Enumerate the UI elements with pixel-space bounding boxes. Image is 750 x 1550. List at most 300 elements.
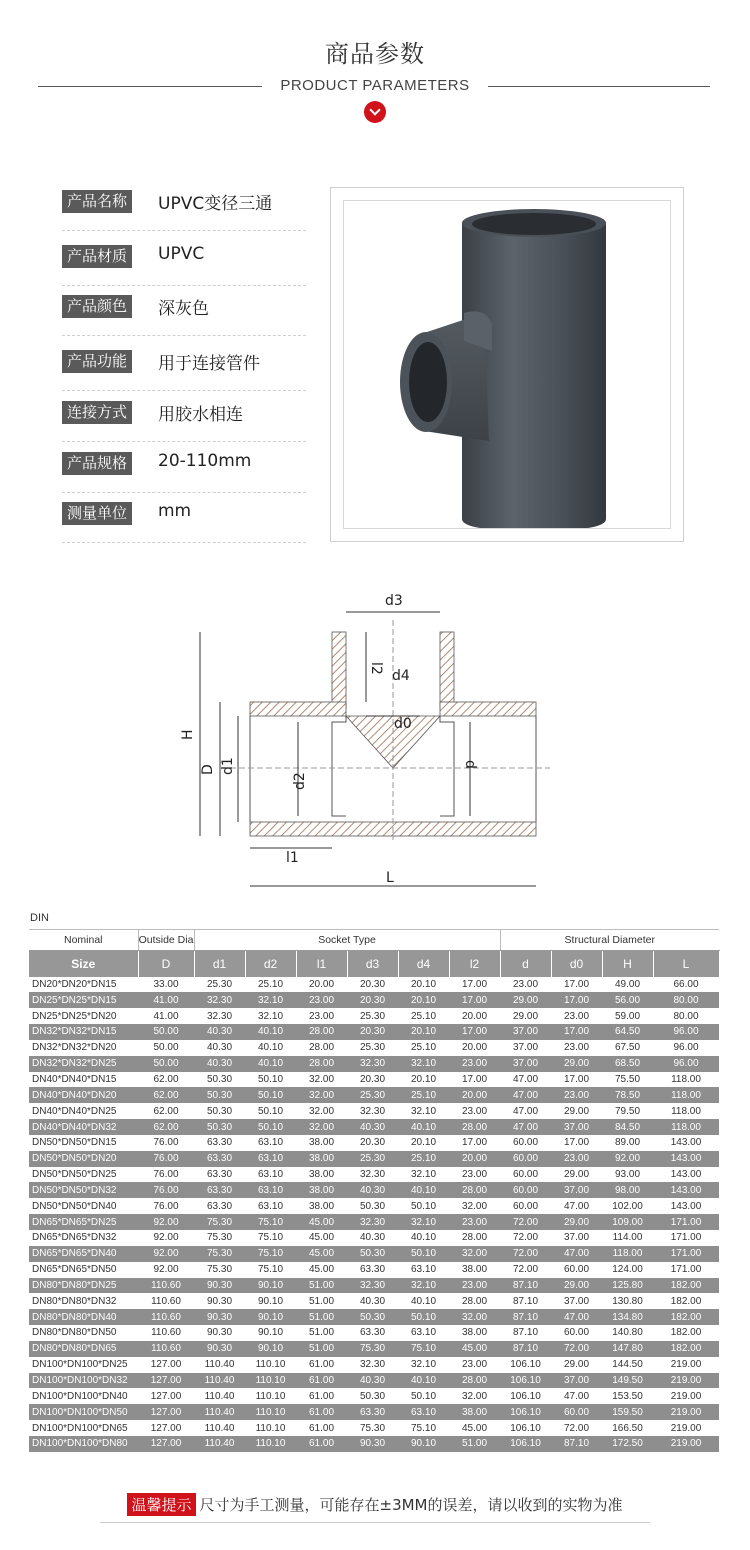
table-cell: 125.80 xyxy=(602,1278,653,1294)
table-cell: 110.10 xyxy=(255,1422,286,1434)
table-cell: 63.10 xyxy=(398,1404,449,1420)
table-row xyxy=(29,1056,719,1072)
param-row xyxy=(62,341,306,391)
table-cell: 219.00 xyxy=(670,1359,702,1371)
table-cell: 63.30 xyxy=(206,1169,233,1181)
table-cell: 118.00 xyxy=(671,1073,701,1085)
table-row xyxy=(29,1151,719,1167)
table-cell: 32.10 xyxy=(245,992,296,1008)
table-cell: 47.00 xyxy=(551,1309,602,1325)
table-row xyxy=(29,1198,719,1214)
table-cell: 32.30 xyxy=(206,1010,233,1022)
table-cell: 60.00 xyxy=(551,1404,602,1420)
table-cell: 40.10 xyxy=(257,1042,284,1054)
table-cell: 20.30 xyxy=(359,1073,386,1085)
table-cell: 32.10 xyxy=(398,1214,449,1230)
table-cell: 109.00 xyxy=(602,1214,653,1230)
table-cell: DN100*DN100*DN32 xyxy=(29,1373,138,1389)
table-cell: 106.10 xyxy=(510,1390,541,1402)
table-cell: 90.10 xyxy=(257,1327,284,1339)
table-cell: 40.10 xyxy=(245,1056,296,1072)
table-cell: 23.00 xyxy=(449,1056,500,1072)
table-cell: 32.30 xyxy=(347,1278,398,1294)
table-cell: 20.00 xyxy=(449,1087,500,1103)
table-cell: 93.00 xyxy=(614,1169,641,1181)
table-cell: 90.30 xyxy=(206,1295,233,1307)
table-cell: 50.30 xyxy=(194,1087,245,1103)
table-cell: 20.10 xyxy=(398,992,449,1008)
table-cell: 29.00 xyxy=(512,1010,539,1022)
table-cell: 182.00 xyxy=(653,1341,719,1357)
table-cell: 20.10 xyxy=(410,1073,437,1085)
table-cell: 127.00 xyxy=(150,1359,182,1371)
table-cell: 75.30 xyxy=(206,1232,233,1244)
column-header: d3 xyxy=(347,951,398,977)
table-cell: 28.00 xyxy=(449,1119,500,1135)
table-cell: 50.10 xyxy=(245,1087,296,1103)
table-cell: 87.10 xyxy=(512,1295,539,1307)
table-cell: 75.30 xyxy=(347,1341,398,1357)
table-cell: 37.00 xyxy=(563,1232,590,1244)
standard-label: DIN xyxy=(30,912,49,924)
table-cell: 40.10 xyxy=(398,1182,449,1198)
param-label: 产品规格 xyxy=(62,452,132,475)
table-cell: 61.00 xyxy=(308,1359,335,1371)
table-cell: DN50*DN50*DN20 xyxy=(29,1151,138,1167)
table-cell: 51.00 xyxy=(308,1327,335,1339)
table-cell: 63.10 xyxy=(257,1169,284,1181)
table-cell: 62.00 xyxy=(138,1087,194,1103)
table-cell: 87.10 xyxy=(551,1436,602,1452)
table-cell: 23.00 xyxy=(296,992,347,1008)
table-cell: 32.00 xyxy=(308,1105,335,1117)
table-cell: 102.00 xyxy=(612,1200,643,1212)
table-cell: DN50*DN50*DN40 xyxy=(32,1200,117,1212)
param-label: 产品名称 xyxy=(62,190,132,213)
group-socket-type: Socket Type xyxy=(194,930,500,951)
table-cell: 84.50 xyxy=(602,1119,653,1135)
table-cell: 49.00 xyxy=(614,978,641,990)
table-cell: 50.30 xyxy=(347,1246,398,1262)
table-cell: 20.30 xyxy=(359,1137,386,1149)
table-cell: 63.30 xyxy=(194,1182,245,1198)
table-cell: 23.00 xyxy=(551,1151,602,1167)
table-cell: DN80*DN80*DN40 xyxy=(29,1309,138,1325)
table-cell: 50.30 xyxy=(206,1105,233,1117)
table-cell: 20.00 xyxy=(449,1151,500,1167)
table-cell: 72.00 xyxy=(563,1422,590,1434)
table-cell: DN65*DN65*DN25 xyxy=(29,1214,138,1230)
table-cell: DN100*DN100*DN65 xyxy=(32,1422,128,1434)
table-cell: 92.00 xyxy=(153,1232,179,1244)
table-cell: 59.00 xyxy=(614,1010,641,1022)
table-cell: DN32*DN32*DN20 xyxy=(32,1042,117,1054)
table-cell: 20.00 xyxy=(461,1010,488,1022)
table-cell: 110.60 xyxy=(138,1341,194,1357)
table-cell: 17.00 xyxy=(461,1137,488,1149)
table-cell: 75.10 xyxy=(257,1264,284,1276)
table-cell: 32.10 xyxy=(257,1010,284,1022)
table-cell: 23.00 xyxy=(461,1169,488,1181)
table-cell: 29.00 xyxy=(500,992,551,1008)
table-cell: 17.00 xyxy=(449,992,500,1008)
table-cell: 182.00 xyxy=(653,1309,719,1325)
table-cell: DN80*DN80*DN65 xyxy=(29,1341,138,1357)
table-cell: 72.00 xyxy=(500,1214,551,1230)
table-cell: 182.00 xyxy=(670,1327,702,1339)
table-cell: 50.10 xyxy=(410,1390,437,1402)
table-cell: 45.00 xyxy=(449,1341,500,1357)
table-cell: 28.00 xyxy=(296,1024,347,1040)
table-cell: 124.00 xyxy=(612,1264,643,1276)
column-header: D xyxy=(138,951,194,977)
tip-note xyxy=(0,1493,750,1516)
table-cell: 63.10 xyxy=(245,1151,296,1167)
table-cell: 28.00 xyxy=(296,1056,347,1072)
dim-label-d: d xyxy=(462,760,478,769)
table-cell: 25.10 xyxy=(410,1010,437,1022)
table-cell: 45.00 xyxy=(461,1422,488,1434)
table-row xyxy=(29,1293,719,1309)
table-cell: 17.00 xyxy=(461,978,488,990)
table-cell: 64.50 xyxy=(602,1024,653,1040)
table-cell: 37.00 xyxy=(551,1373,602,1389)
table-cell: 50.10 xyxy=(245,1119,296,1135)
table-cell: 23.00 xyxy=(512,978,539,990)
table-cell: 50.00 xyxy=(138,1024,194,1040)
table-cell: 50.00 xyxy=(138,1056,194,1072)
dim-label-D: D xyxy=(200,764,216,775)
table-cell: DN40*DN40*DN25 xyxy=(32,1105,117,1117)
table-cell: 110.10 xyxy=(245,1404,296,1420)
table-cell: 50.10 xyxy=(398,1309,449,1325)
table-cell: 32.30 xyxy=(347,1056,398,1072)
table-cell: 63.30 xyxy=(206,1137,233,1149)
table-cell: 29.00 xyxy=(551,1056,602,1072)
table-cell: 110.60 xyxy=(138,1278,194,1294)
table-cell: 37.00 xyxy=(551,1182,602,1198)
table-row xyxy=(29,1373,719,1389)
table-cell: 32.30 xyxy=(347,1214,398,1230)
column-header: d4 xyxy=(398,951,449,977)
dim-label-d3: d3 xyxy=(385,593,403,609)
table-cell: 118.00 xyxy=(653,1119,719,1135)
table-cell: 40.30 xyxy=(194,1024,245,1040)
table-cell: 87.10 xyxy=(500,1341,551,1357)
table-cell: 17.00 xyxy=(551,992,602,1008)
table-cell: 32.10 xyxy=(398,1056,449,1072)
table-cell: 171.00 xyxy=(670,1264,702,1276)
table-cell: 90.10 xyxy=(245,1309,296,1325)
table-cell: DN80*DN80*DN50 xyxy=(32,1327,117,1339)
table-cell: 75.30 xyxy=(206,1264,233,1276)
table-cell: 75.10 xyxy=(245,1246,296,1262)
param-row xyxy=(62,493,306,543)
table-cell: DN100*DN100*DN40 xyxy=(32,1390,128,1402)
table-cell: 80.00 xyxy=(673,1010,699,1022)
table-cell: 20.00 xyxy=(461,1042,488,1054)
table-cell: 17.00 xyxy=(563,1137,590,1149)
table-cell: 75.50 xyxy=(614,1073,641,1085)
table-cell: 32.00 xyxy=(449,1246,500,1262)
table-cell: 75.10 xyxy=(257,1232,284,1244)
table-cell: 72.00 xyxy=(551,1341,602,1357)
table-row xyxy=(29,1388,719,1404)
table-cell: 17.00 xyxy=(449,1024,500,1040)
table-cell: 90.30 xyxy=(194,1278,245,1294)
table-cell: 63.30 xyxy=(359,1264,386,1276)
table-cell: 130.80 xyxy=(612,1295,643,1307)
table-cell: 127.00 xyxy=(138,1436,194,1452)
table-cell: 143.00 xyxy=(653,1151,719,1167)
table-cell: 110.40 xyxy=(194,1373,245,1389)
table-cell: 20.30 xyxy=(347,992,398,1008)
table-cell: 40.10 xyxy=(410,1232,437,1244)
table-cell: 96.00 xyxy=(653,1056,719,1072)
table-cell: 90.10 xyxy=(245,1341,296,1357)
table-cell: 110.10 xyxy=(255,1390,286,1402)
table-cell: 172.50 xyxy=(602,1436,653,1452)
table-cell: 75.30 xyxy=(194,1214,245,1230)
param-value: 20-110mm xyxy=(158,451,252,471)
table-cell: 32.10 xyxy=(410,1105,437,1117)
table-cell: 62.00 xyxy=(153,1073,179,1085)
table-cell: 38.00 xyxy=(296,1151,347,1167)
table-cell: DN40*DN40*DN20 xyxy=(29,1087,138,1103)
table-cell: 51.00 xyxy=(308,1295,335,1307)
table-cell: DN65*DN65*DN40 xyxy=(29,1246,138,1262)
table-cell: 20.30 xyxy=(359,978,386,990)
table-cell: 60.00 xyxy=(500,1182,551,1198)
table-row xyxy=(29,977,719,993)
table-cell: 45.00 xyxy=(308,1264,335,1276)
table-row xyxy=(29,1214,719,1230)
column-header: d0 xyxy=(551,951,602,977)
table-cell: 60.00 xyxy=(563,1264,590,1276)
table-cell: 37.00 xyxy=(551,1119,602,1135)
table-cell: 72.00 xyxy=(512,1232,539,1244)
table-row xyxy=(29,1230,719,1246)
table-cell: DN32*DN32*DN15 xyxy=(29,1024,138,1040)
table-cell: 29.00 xyxy=(563,1169,590,1181)
tip-divider xyxy=(100,1522,650,1523)
table-cell: 29.00 xyxy=(551,1278,602,1294)
table-cell: 90.30 xyxy=(194,1341,245,1357)
table-cell: 76.00 xyxy=(153,1137,179,1149)
table-cell: 40.10 xyxy=(398,1373,449,1389)
table-cell: 17.00 xyxy=(563,978,590,990)
table-cell: 110.60 xyxy=(138,1309,194,1325)
table-cell: 25.30 xyxy=(347,1087,398,1103)
param-label: 产品颜色 xyxy=(62,295,132,318)
spec-table xyxy=(29,929,720,1452)
table-cell: 40.10 xyxy=(245,1024,296,1040)
table-cell: 40.30 xyxy=(359,1232,386,1244)
table-cell: 23.00 xyxy=(563,1042,590,1054)
table-cell: DN65*DN65*DN32 xyxy=(32,1232,117,1244)
table-group-header xyxy=(29,930,719,951)
table-cell: 110.10 xyxy=(245,1436,296,1452)
table-cell: 38.00 xyxy=(308,1137,335,1149)
table-cell: 38.00 xyxy=(296,1182,347,1198)
table-cell: 110.60 xyxy=(151,1327,181,1339)
column-header: l1 xyxy=(296,951,347,977)
table-cell: 166.50 xyxy=(612,1422,643,1434)
table-cell: 149.50 xyxy=(602,1373,653,1389)
chevron-down-icon xyxy=(364,101,386,123)
table-row xyxy=(29,1436,719,1452)
table-cell: 75.30 xyxy=(194,1246,245,1262)
table-cell: 127.00 xyxy=(150,1390,182,1402)
tip-tag: 温馨提示 xyxy=(127,1493,195,1516)
dim-label-H: H xyxy=(180,729,196,740)
table-cell: 28.00 xyxy=(449,1182,500,1198)
table-cell: DN80*DN80*DN25 xyxy=(29,1278,138,1294)
table-cell: DN100*DN100*DN25 xyxy=(32,1359,128,1371)
param-row xyxy=(62,286,306,336)
table-cell: DN32*DN32*DN25 xyxy=(29,1056,138,1072)
table-cell: 61.00 xyxy=(308,1390,335,1402)
table-cell: 38.00 xyxy=(461,1327,488,1339)
table-cell: 92.00 xyxy=(138,1246,194,1262)
table-cell: 32.10 xyxy=(410,1359,437,1371)
table-cell: 32.10 xyxy=(410,1169,437,1181)
table-cell: 23.00 xyxy=(461,1359,488,1371)
table-cell: 143.00 xyxy=(670,1200,702,1212)
table-cell: DN25*DN25*DN20 xyxy=(32,1010,117,1022)
table-cell: 25.30 xyxy=(359,1010,386,1022)
table-cell: 219.00 xyxy=(653,1373,719,1389)
table-cell: 38.00 xyxy=(308,1200,335,1212)
column-header: d1 xyxy=(194,951,245,977)
table-cell: 61.00 xyxy=(296,1373,347,1389)
table-cell: 143.00 xyxy=(670,1169,702,1181)
table-cell: 32.00 xyxy=(308,1073,335,1085)
table-cell: 114.00 xyxy=(612,1232,643,1244)
table-cell: 40.30 xyxy=(347,1182,398,1198)
table-cell: 98.00 xyxy=(602,1182,653,1198)
dimension-drawing xyxy=(170,590,570,900)
table-cell: 75.10 xyxy=(245,1214,296,1230)
table-cell: 50.30 xyxy=(359,1390,386,1402)
table-cell: 219.00 xyxy=(653,1404,719,1420)
table-cell: 23.00 xyxy=(551,1087,602,1103)
table-cell: 75.10 xyxy=(398,1341,449,1357)
group-nominal: Nominal xyxy=(29,930,138,951)
column-header: L xyxy=(653,951,719,977)
table-cell: 17.00 xyxy=(563,1073,590,1085)
param-value: 用胶水相连 xyxy=(158,405,243,425)
table-cell: DN50*DN50*DN32 xyxy=(29,1182,138,1198)
table-cell: DN100*DN100*DN50 xyxy=(29,1404,138,1420)
param-label: 测量单位 xyxy=(62,502,132,525)
table-cell: 20.10 xyxy=(410,978,437,990)
table-cell: 75.10 xyxy=(410,1422,437,1434)
table-row xyxy=(29,1262,719,1278)
table-cell: DN40*DN40*DN15 xyxy=(32,1073,117,1085)
table-row xyxy=(29,1040,719,1056)
table-cell: 110.40 xyxy=(194,1404,245,1420)
table-cell: 37.00 xyxy=(512,1042,539,1054)
table-cell: 50.30 xyxy=(194,1119,245,1135)
table-cell: 110.60 xyxy=(151,1295,181,1307)
product-photo-frame xyxy=(330,187,684,542)
table-cell: 33.00 xyxy=(153,978,179,990)
table-cell: DN65*DN65*DN50 xyxy=(32,1264,117,1276)
table-cell: 17.00 xyxy=(551,1024,602,1040)
param-row xyxy=(62,236,306,286)
param-value: 用于连接管件 xyxy=(158,354,260,374)
table-cell: 37.00 xyxy=(500,1024,551,1040)
table-cell: 40.30 xyxy=(347,1119,398,1135)
table-cell: 50.10 xyxy=(398,1246,449,1262)
table-cell: 159.50 xyxy=(602,1404,653,1420)
table-cell: 29.00 xyxy=(551,1214,602,1230)
table-cell: DN50*DN50*DN25 xyxy=(32,1169,117,1181)
table-cell: 62.00 xyxy=(138,1119,194,1135)
table-cell: 32.30 xyxy=(359,1359,386,1371)
table-cell: 66.00 xyxy=(673,978,699,990)
table-cell: 63.30 xyxy=(206,1200,233,1212)
table-cell: 28.00 xyxy=(449,1373,500,1389)
param-value: UPVC xyxy=(158,244,205,264)
table-cell: 92.00 xyxy=(138,1214,194,1230)
table-cell: 50.10 xyxy=(410,1200,437,1212)
table-cell: 134.80 xyxy=(602,1309,653,1325)
dim-label-d1: d1 xyxy=(220,757,236,775)
table-cell: 63.10 xyxy=(257,1137,284,1149)
table-cell: 51.00 xyxy=(296,1278,347,1294)
table-cell: 92.00 xyxy=(602,1151,653,1167)
table-row xyxy=(29,1024,719,1040)
table-cell: 25.10 xyxy=(398,1087,449,1103)
table-cell: DN50*DN50*DN15 xyxy=(32,1137,117,1149)
table-cell: 92.00 xyxy=(153,1264,179,1276)
table-cell: 118.00 xyxy=(653,1087,719,1103)
table-cell: 47.00 xyxy=(500,1087,551,1103)
table-cell: 90.10 xyxy=(245,1278,296,1294)
group-outside-dia: Outside Dia xyxy=(138,930,194,951)
table-cell: 87.10 xyxy=(500,1309,551,1325)
table-cell: 37.00 xyxy=(563,1295,590,1307)
table-cell: 118.00 xyxy=(671,1105,701,1117)
table-cell: 89.00 xyxy=(614,1137,641,1149)
dim-label-l2: l2 xyxy=(368,662,384,675)
table-cell: 60.00 xyxy=(500,1151,551,1167)
table-cell: 79.50 xyxy=(614,1105,641,1117)
table-cell: 50.30 xyxy=(359,1200,386,1212)
tip-text: 尺寸为手工测量，可能存在±3MM的误差，请以收到的实物为准 xyxy=(199,1496,623,1514)
table-cell: 25.10 xyxy=(398,1151,449,1167)
table-cell: 80.00 xyxy=(653,992,719,1008)
table-cell: 51.00 xyxy=(296,1341,347,1357)
column-header: d xyxy=(500,951,551,977)
table-cell: 23.00 xyxy=(449,1278,500,1294)
table-cell: 32.00 xyxy=(461,1200,488,1212)
table-cell: 62.00 xyxy=(153,1105,179,1117)
table-cell: 72.00 xyxy=(512,1264,539,1276)
table-cell: 25.30 xyxy=(347,1151,398,1167)
table-cell: 127.00 xyxy=(150,1422,182,1434)
table-row xyxy=(29,1103,719,1119)
table-cell: 110.10 xyxy=(245,1373,296,1389)
table-cell: 106.10 xyxy=(510,1422,541,1434)
table-cell: 50.00 xyxy=(153,1042,179,1054)
table-cell: 20.10 xyxy=(410,1137,437,1149)
dim-label-d4: d4 xyxy=(392,668,410,684)
dim-label-L: L xyxy=(386,870,394,886)
table-cell: 61.00 xyxy=(296,1436,347,1452)
